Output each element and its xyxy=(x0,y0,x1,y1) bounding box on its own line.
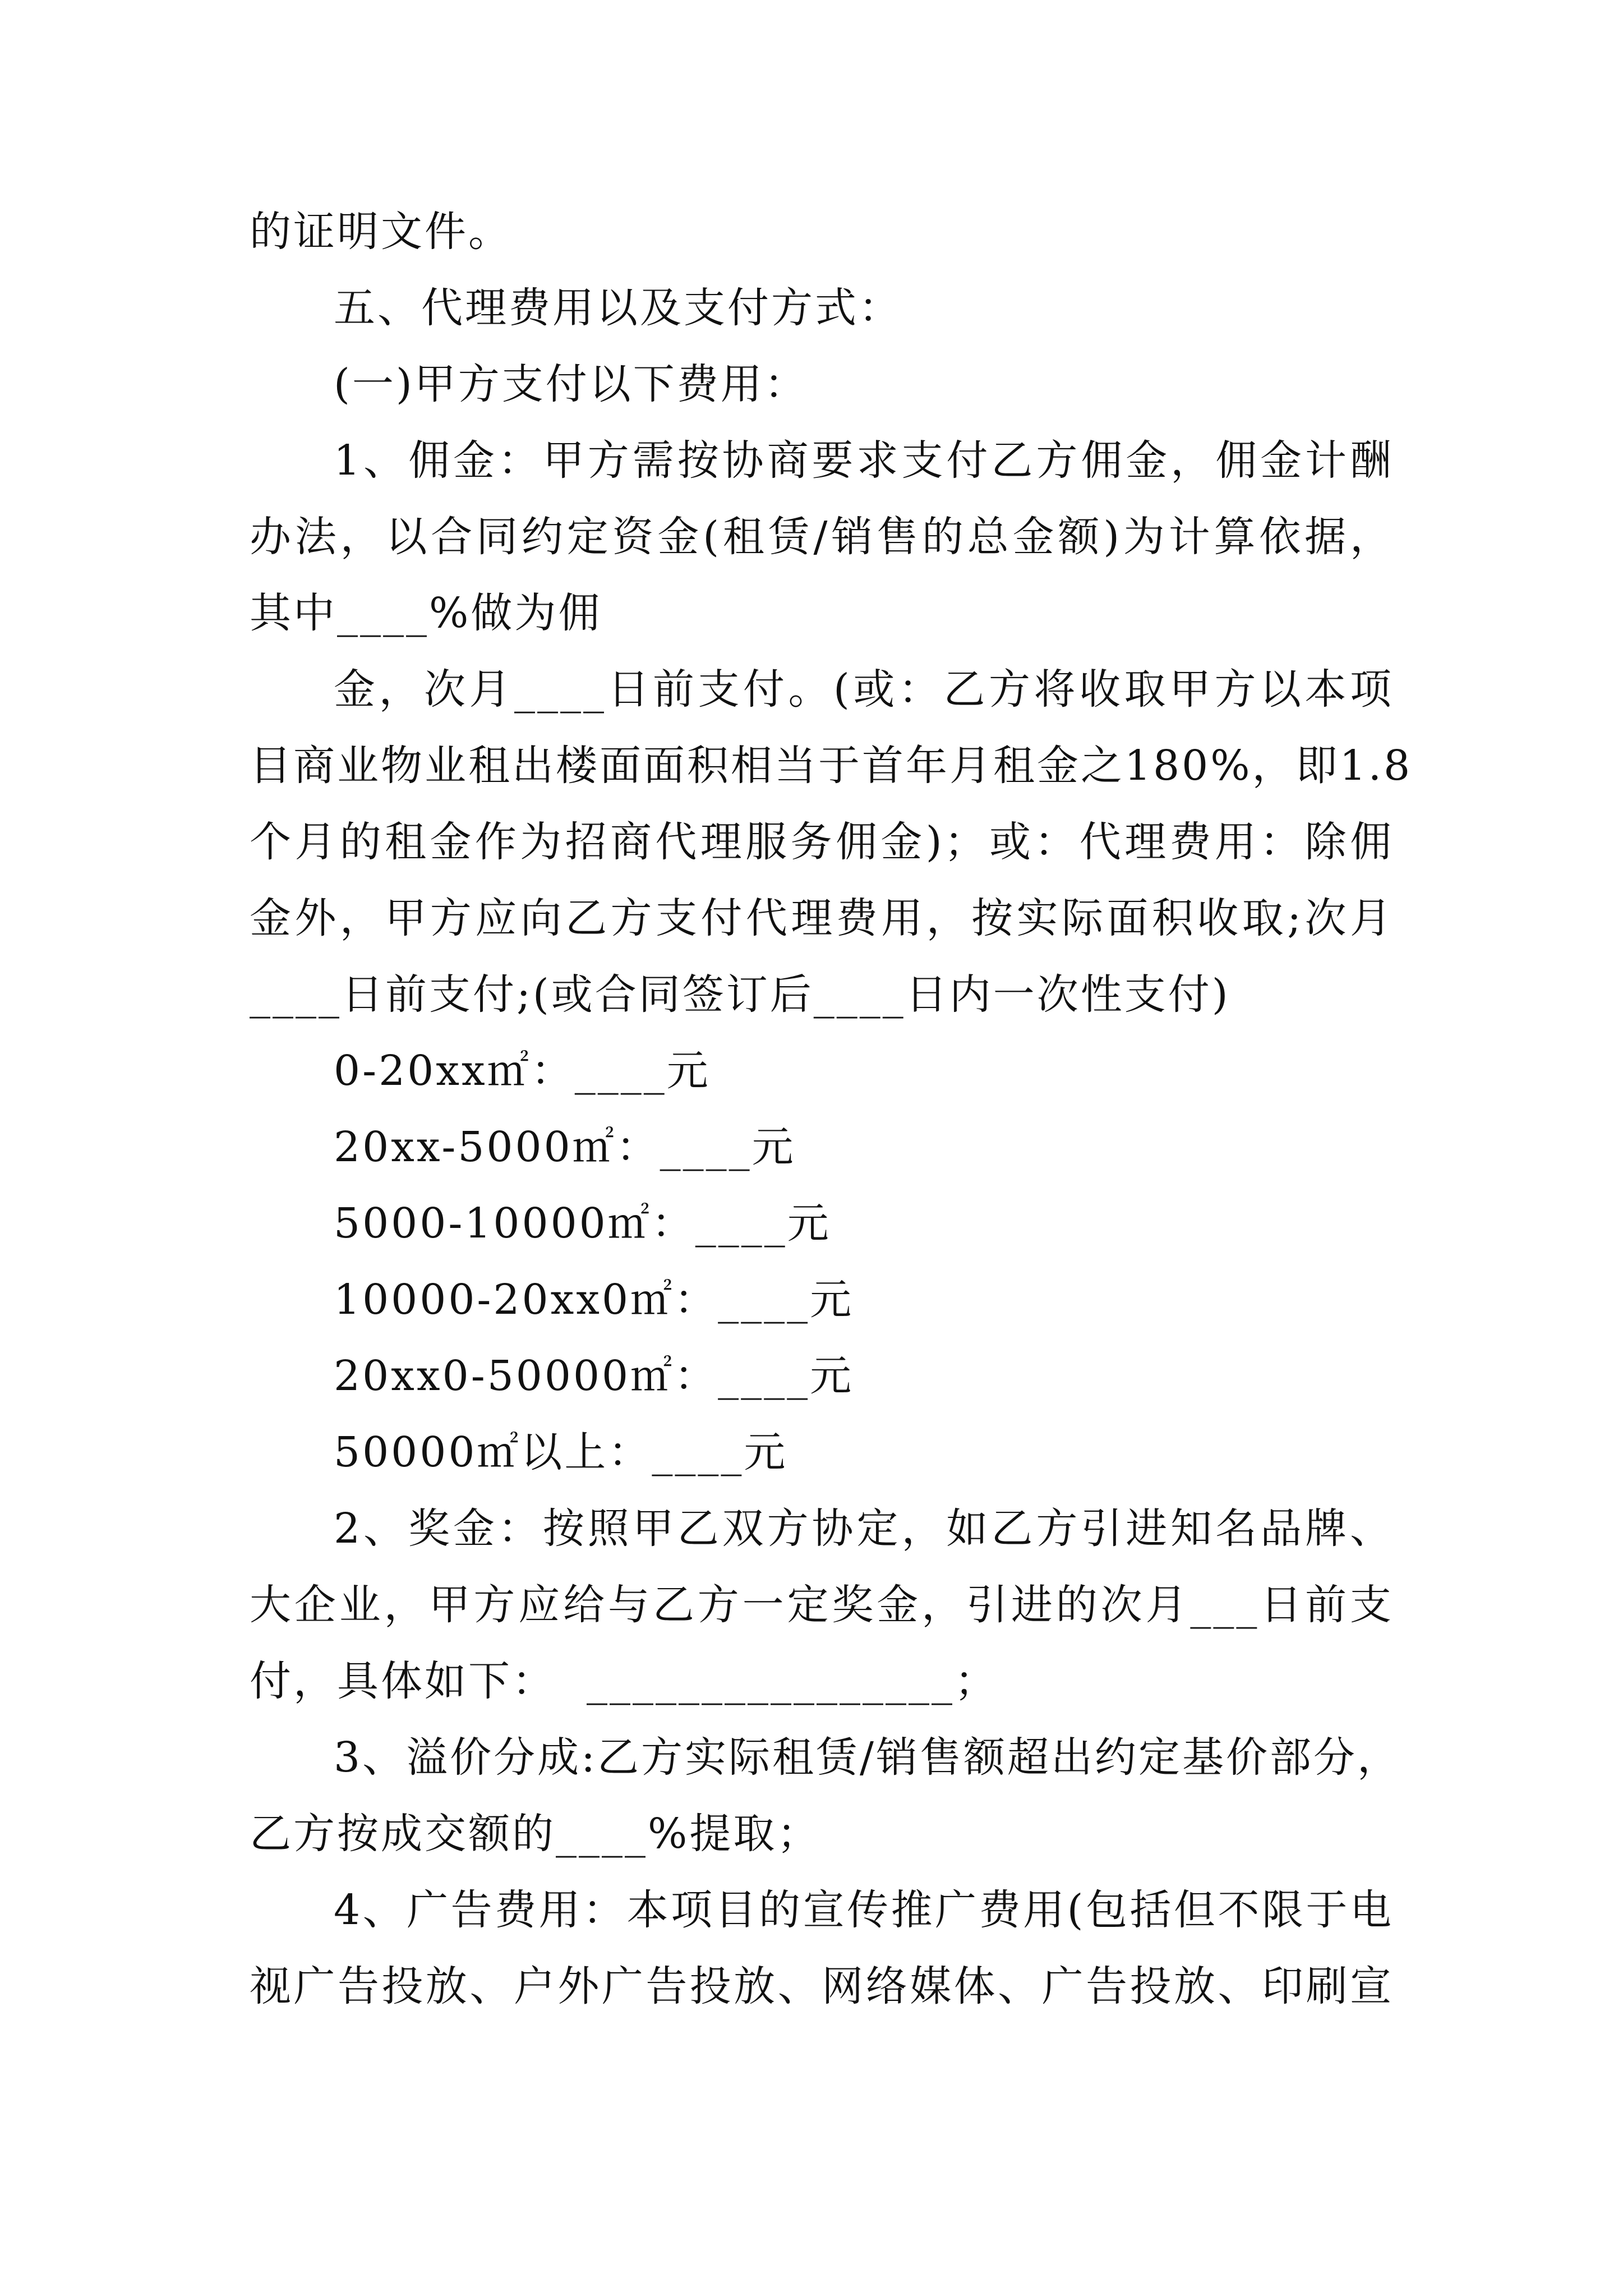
text-line: 付，具体如下： ________________； xyxy=(250,1657,999,1705)
text-line: ____日前支付;(或合同签订后____日内一次性支付) xyxy=(250,970,1230,1019)
section-heading: 五、代理费用以及支付方式： xyxy=(334,284,902,332)
fee-tier-line: 50000㎡以上：____元 xyxy=(334,1428,788,1476)
subsection-heading: (一)甲方支付以下费用： xyxy=(334,360,808,408)
fee-tier-line: 20xx0-50000㎡：____元 xyxy=(334,1352,854,1400)
text-line: 个月的租金作为招商代理服务佣金)；或：代理费用：除佣 xyxy=(250,818,1394,866)
document-body xyxy=(250,194,1413,2024)
text-line: 办法，以合同约定资金(租赁/销售的总金额)为计算依据， xyxy=(250,513,1394,561)
text-line: 金，次月____日前支付。(或：乙方将收取甲方以本项 xyxy=(334,665,1394,714)
fee-tier-line: 20xx-5000㎡：____元 xyxy=(334,1123,796,1171)
fee-tier-line: 10000-20xx0㎡：____元 xyxy=(334,1276,854,1324)
text-line: 其中____%做为佣 xyxy=(250,589,602,637)
text-line: 的证明文件。 xyxy=(250,208,512,256)
text-line: 视广告投放、户外广告投放、网络媒体、广告投放、印刷宣 xyxy=(250,1962,1394,2010)
text-line: 大企业，甲方应给与乙方一定奖金，引进的次月___日前支 xyxy=(250,1581,1394,1629)
text-line: 金外，甲方应向乙方支付代理费用，按实际面积收取;次月 xyxy=(250,894,1394,942)
text-line: 乙方按成交额的____%提取； xyxy=(250,1810,821,1858)
text-line: 4、广告费用：本项目的宣传推广费用(包括但不限于电 xyxy=(334,1886,1394,1934)
text-line: 3、溢价分成:乙方实际租赁/销售额超出约定基价部分， xyxy=(334,1733,1401,1782)
text-line: 目商业物业租出楼面面积相当于首年月租金之180%，即1.8 xyxy=(250,742,1413,790)
text-line: 2、奖金：按照甲乙双方协定，如乙方引进知名品牌、 xyxy=(334,1504,1394,1553)
fee-tier-line: 0-20xx㎡：____元 xyxy=(334,1047,711,1095)
fee-tier-line: 5000-10000㎡：____元 xyxy=(334,1199,831,1248)
text-line: 1、佣金：甲方需按协商要求支付乙方佣金，佣金计酬 xyxy=(334,436,1394,485)
